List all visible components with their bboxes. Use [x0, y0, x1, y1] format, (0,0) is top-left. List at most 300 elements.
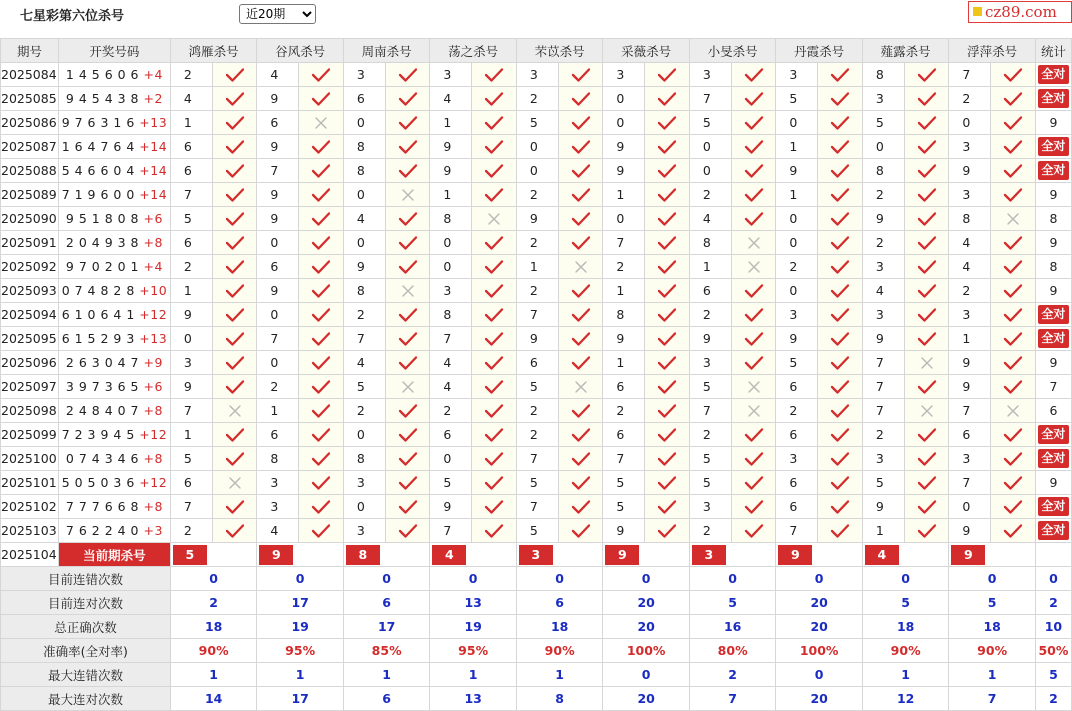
result-mark-cell [818, 351, 863, 375]
current-kill-cell [776, 543, 863, 567]
kill-number-cell: 3 [170, 351, 212, 375]
draw-digits: 7 2 3 9 4 5 [61, 427, 135, 442]
check-icon [830, 355, 850, 371]
kill-number-cell: 1 [257, 399, 299, 423]
kill-number-cell: 2 [516, 231, 558, 255]
kill-number-cell: 3 [343, 63, 385, 87]
kill-number-cell: 7 [603, 447, 645, 471]
issue-cell: 2025091 [1, 231, 59, 255]
draw-extra: +12 [139, 427, 168, 442]
cross-icon [746, 379, 762, 395]
header-expert: 采薇杀号 [603, 39, 690, 63]
result-mark-cell [645, 327, 690, 351]
result-mark-cell [472, 255, 517, 279]
summary-value: 12 [862, 687, 949, 711]
check-icon [484, 91, 504, 107]
check-icon [917, 451, 937, 467]
all-correct-badge: 全对 [1038, 161, 1069, 180]
kill-number-cell: 5 [689, 111, 731, 135]
kill-number-cell: 4 [257, 63, 299, 87]
summary-value: 2 [1035, 687, 1071, 711]
result-mark-cell [212, 495, 257, 519]
check-icon [571, 235, 591, 251]
check-icon [657, 235, 677, 251]
header-expert: 荡之杀号 [430, 39, 517, 63]
current-kill-number: 3 [692, 545, 726, 565]
table-row [1, 471, 1072, 495]
kill-number-cell: 9 [516, 327, 558, 351]
check-icon [830, 115, 850, 131]
top-bar [0, 0, 1072, 30]
result-mark-cell [645, 111, 690, 135]
current-kill-number: 9 [605, 545, 639, 565]
check-icon [311, 355, 331, 371]
draw-cell [58, 159, 170, 183]
check-icon [311, 475, 331, 491]
check-icon [657, 427, 677, 443]
kill-number-cell: 0 [343, 423, 385, 447]
check-icon [657, 283, 677, 299]
result-mark-cell [299, 303, 344, 327]
issue-cell: 2025093 [1, 279, 59, 303]
check-icon [917, 475, 937, 491]
kill-number-cell: 2 [170, 63, 212, 87]
current-kill-label: 当前期杀号 [58, 543, 170, 567]
check-icon [571, 331, 591, 347]
kill-number-cell: 2 [689, 423, 731, 447]
current-kill-row [1, 543, 1072, 567]
current-kill-cell [603, 543, 690, 567]
draw-cell [58, 471, 170, 495]
result-mark-cell [731, 399, 776, 423]
kill-number-cell: 3 [776, 63, 818, 87]
result-mark-cell [472, 447, 517, 471]
result-mark-cell [991, 111, 1036, 135]
kill-number-cell: 2 [516, 423, 558, 447]
kill-number-cell: 3 [430, 63, 472, 87]
check-icon [744, 115, 764, 131]
issue-cell: 2025092 [1, 255, 59, 279]
result-mark-cell [472, 159, 517, 183]
result-mark-cell [472, 351, 517, 375]
summary-row [1, 567, 1072, 591]
draw-cell [58, 375, 170, 399]
kill-number-cell: 5 [343, 375, 385, 399]
kill-number-cell: 5 [516, 111, 558, 135]
kill-number-cell: 2 [603, 399, 645, 423]
check-icon [571, 523, 591, 539]
draw-cell [58, 63, 170, 87]
check-icon [1003, 259, 1023, 275]
header-expert: 鸿雁杀号 [170, 39, 257, 63]
kill-number-cell: 4 [430, 87, 472, 111]
kill-number-cell: 2 [343, 303, 385, 327]
kill-number-cell: 3 [949, 135, 991, 159]
check-icon [484, 331, 504, 347]
kill-number-cell: 7 [516, 447, 558, 471]
result-mark-cell [904, 351, 949, 375]
check-icon [744, 211, 764, 227]
result-mark-cell [558, 207, 603, 231]
summary-label: 最大连对次数 [1, 687, 171, 711]
summary-value: 20 [603, 591, 690, 615]
issue-cell: 2025102 [1, 495, 59, 519]
site-logo[interactable] [968, 1, 1072, 23]
kill-number-cell: 0 [776, 279, 818, 303]
result-mark-cell [731, 111, 776, 135]
check-icon [657, 139, 677, 155]
result-mark-cell [904, 327, 949, 351]
summary-value: 0 [343, 567, 430, 591]
kill-number-cell: 0 [949, 495, 991, 519]
check-icon [225, 451, 245, 467]
period-select[interactable] [239, 4, 316, 24]
current-kill-cell [170, 543, 257, 567]
kill-number-cell: 8 [343, 159, 385, 183]
issue-cell: 2025094 [1, 303, 59, 327]
check-icon [311, 139, 331, 155]
kill-number-cell: 1 [603, 279, 645, 303]
header-issue: 期号 [1, 39, 59, 63]
table-row [1, 351, 1072, 375]
check-icon [657, 91, 677, 107]
result-mark-cell [731, 279, 776, 303]
summary-value: 17 [343, 615, 430, 639]
draw-cell [58, 327, 170, 351]
result-mark-cell [645, 351, 690, 375]
check-icon [225, 379, 245, 395]
result-mark-cell [299, 423, 344, 447]
result-mark-cell [818, 519, 863, 543]
kill-number-cell: 0 [516, 135, 558, 159]
kill-number-cell: 9 [949, 519, 991, 543]
summary-label: 准确率(全对率) [1, 639, 171, 663]
current-kill-number: 9 [778, 545, 812, 565]
check-icon [311, 523, 331, 539]
result-mark-cell [731, 255, 776, 279]
result-mark-cell [299, 375, 344, 399]
kill-number-cell: 9 [516, 207, 558, 231]
cross-icon [400, 379, 416, 395]
result-mark-cell [385, 399, 430, 423]
cross-icon [486, 211, 502, 227]
current-kill-number: 3 [519, 545, 553, 565]
summary-value: 5 [949, 591, 1036, 615]
result-mark-cell [818, 303, 863, 327]
kill-number-cell: 2 [430, 399, 472, 423]
all-correct-badge: 全对 [1038, 89, 1069, 108]
issue-cell: 2025098 [1, 399, 59, 423]
kill-number-cell: 5 [603, 495, 645, 519]
kill-number-cell: 9 [170, 375, 212, 399]
check-icon [398, 475, 418, 491]
result-mark-cell [385, 495, 430, 519]
result-mark-cell [299, 447, 344, 471]
check-icon [571, 163, 591, 179]
kill-number-cell: 9 [862, 207, 904, 231]
check-icon [398, 259, 418, 275]
result-mark-cell [904, 279, 949, 303]
check-icon [225, 187, 245, 203]
kill-number-cell: 0 [343, 111, 385, 135]
check-icon [398, 67, 418, 83]
check-icon [917, 259, 937, 275]
check-icon [917, 91, 937, 107]
draw-cell [58, 207, 170, 231]
kill-number-cell: 2 [170, 255, 212, 279]
kill-number-cell: 9 [776, 327, 818, 351]
result-mark-cell [385, 423, 430, 447]
issue-cell: 2025103 [1, 519, 59, 543]
draw-digits: 9 7 6 3 1 6 [61, 115, 135, 130]
result-mark-cell [645, 87, 690, 111]
result-mark-cell [385, 519, 430, 543]
cross-icon [227, 403, 243, 419]
summary-value: 0 [776, 567, 863, 591]
check-icon [657, 451, 677, 467]
check-icon [225, 115, 245, 131]
draw-digits: 0 7 4 8 2 8 [61, 283, 135, 298]
draw-extra: +4 [143, 259, 163, 274]
check-icon [657, 163, 677, 179]
check-icon [830, 283, 850, 299]
result-mark-cell [558, 231, 603, 255]
summary-value: 2 [689, 663, 776, 687]
summary-label: 目前连对次数 [1, 591, 171, 615]
kill-number-cell: 0 [862, 135, 904, 159]
kill-number-cell: 2 [689, 519, 731, 543]
draw-cell [58, 495, 170, 519]
check-icon [657, 211, 677, 227]
kill-number-cell: 3 [603, 63, 645, 87]
result-mark-cell [472, 207, 517, 231]
result-mark-cell [558, 327, 603, 351]
result-mark-cell [299, 111, 344, 135]
kill-number-cell: 0 [776, 207, 818, 231]
draw-cell [58, 279, 170, 303]
kill-number-cell: 8 [862, 63, 904, 87]
result-mark-cell [818, 159, 863, 183]
all-correct-badge: 全对 [1038, 497, 1069, 516]
summary-value: 20 [776, 591, 863, 615]
result-mark-cell [472, 183, 517, 207]
check-icon [744, 499, 764, 515]
result-mark-cell [385, 471, 430, 495]
check-icon [225, 91, 245, 107]
draw-digits: 5 4 6 6 0 4 [61, 163, 135, 178]
check-icon [311, 283, 331, 299]
check-icon [571, 67, 591, 83]
kill-number-cell: 5 [862, 111, 904, 135]
kill-number-cell: 6 [343, 87, 385, 111]
check-icon [830, 259, 850, 275]
result-mark-cell [645, 519, 690, 543]
kill-number-cell: 2 [862, 183, 904, 207]
result-mark-cell [645, 183, 690, 207]
kill-number-cell: 5 [170, 447, 212, 471]
summary-value: 17 [257, 591, 344, 615]
kill-number-cell: 1 [949, 327, 991, 351]
kill-number-cell: 4 [430, 375, 472, 399]
header-expert: 丹霞杀号 [776, 39, 863, 63]
result-mark-cell [385, 375, 430, 399]
summary-value: 18 [170, 615, 257, 639]
result-mark-cell [991, 471, 1036, 495]
check-icon [571, 115, 591, 131]
check-icon [311, 379, 331, 395]
summary-value: 0 [776, 663, 863, 687]
result-mark-cell [818, 279, 863, 303]
kill-number-cell: 7 [949, 471, 991, 495]
result-mark-cell [299, 231, 344, 255]
check-icon [1003, 379, 1023, 395]
result-mark-cell [558, 87, 603, 111]
kill-number-cell: 2 [516, 183, 558, 207]
result-mark-cell [904, 519, 949, 543]
kill-number-cell: 4 [949, 231, 991, 255]
check-icon [917, 235, 937, 251]
kill-number-cell: 6 [689, 279, 731, 303]
check-icon [744, 523, 764, 539]
result-mark-cell [299, 63, 344, 87]
kill-number-cell: 6 [257, 255, 299, 279]
summary-value: 6 [516, 591, 603, 615]
check-icon [830, 403, 850, 419]
result-mark-cell [904, 135, 949, 159]
summary-value: 1 [257, 663, 344, 687]
kill-number-cell: 3 [257, 495, 299, 519]
result-mark-cell [645, 255, 690, 279]
kill-number-cell: 9 [257, 135, 299, 159]
result-mark-cell [904, 159, 949, 183]
check-icon [484, 427, 504, 443]
check-icon [1003, 523, 1023, 539]
table-row [1, 63, 1072, 87]
kill-number-cell: 0 [430, 255, 472, 279]
current-issue-cell: 2025104 [1, 543, 59, 567]
kill-number-cell: 9 [603, 327, 645, 351]
result-mark-cell [818, 255, 863, 279]
summary-value: 90% [170, 639, 257, 663]
current-kill-number: 4 [865, 545, 899, 565]
kill-number-cell: 0 [343, 183, 385, 207]
check-icon [225, 307, 245, 323]
kill-number-cell: 3 [776, 303, 818, 327]
kill-number-cell: 9 [862, 327, 904, 351]
all-correct-badge: 全对 [1038, 305, 1069, 324]
result-mark-cell [818, 471, 863, 495]
summary-value: 0 [430, 567, 517, 591]
kill-number-cell: 9 [257, 183, 299, 207]
kill-number-cell: 8 [603, 303, 645, 327]
draw-digits: 1 6 4 7 6 4 [61, 139, 135, 154]
check-icon [1003, 187, 1023, 203]
result-mark-cell [558, 63, 603, 87]
check-icon [657, 259, 677, 275]
stat-cell [1035, 495, 1071, 519]
result-mark-cell [299, 399, 344, 423]
kill-number-cell: 5 [430, 471, 472, 495]
check-icon [571, 283, 591, 299]
result-mark-cell [212, 423, 257, 447]
kill-number-cell: 7 [516, 303, 558, 327]
result-mark-cell [645, 303, 690, 327]
check-icon [1003, 163, 1023, 179]
check-icon [917, 499, 937, 515]
result-mark-cell [818, 207, 863, 231]
result-mark-cell [472, 423, 517, 447]
summary-value: 18 [862, 615, 949, 639]
kill-number-cell: 9 [343, 255, 385, 279]
kill-number-cell: 4 [343, 207, 385, 231]
kill-number-cell: 3 [862, 303, 904, 327]
summary-value: 1 [343, 663, 430, 687]
kill-number-cell: 7 [776, 519, 818, 543]
check-icon [484, 115, 504, 131]
result-mark-cell [212, 231, 257, 255]
table-row [1, 231, 1072, 255]
check-icon [1003, 139, 1023, 155]
summary-value: 20 [776, 615, 863, 639]
kill-number-cell: 1 [776, 135, 818, 159]
result-mark-cell [991, 159, 1036, 183]
result-mark-cell [212, 255, 257, 279]
result-mark-cell [558, 447, 603, 471]
check-icon [311, 235, 331, 251]
check-icon [311, 403, 331, 419]
check-icon [484, 67, 504, 83]
result-mark-cell [645, 135, 690, 159]
result-mark-cell [212, 63, 257, 87]
summary-value: 1 [862, 663, 949, 687]
result-mark-cell [731, 495, 776, 519]
kill-number-cell: 7 [516, 495, 558, 519]
check-icon [830, 379, 850, 395]
result-mark-cell [731, 471, 776, 495]
kill-number-cell: 7 [343, 327, 385, 351]
draw-digits: 2 0 4 9 3 8 [65, 235, 140, 250]
check-icon [225, 163, 245, 179]
check-icon [917, 163, 937, 179]
current-kill-number: 9 [259, 545, 293, 565]
check-icon [398, 331, 418, 347]
summary-value: 17 [257, 687, 344, 711]
table-row [1, 519, 1072, 543]
result-mark-cell [904, 231, 949, 255]
issue-cell: 2025095 [1, 327, 59, 351]
draw-digits: 9 7 0 2 0 1 [65, 259, 140, 274]
check-icon [484, 307, 504, 323]
table-row [1, 87, 1072, 111]
draw-digits: 1 4 5 6 0 6 [65, 67, 140, 82]
result-mark-cell [818, 183, 863, 207]
result-mark-cell [385, 111, 430, 135]
table-row [1, 447, 1072, 471]
kill-number-cell: 4 [430, 351, 472, 375]
result-mark-cell [991, 135, 1036, 159]
current-kill-cell [862, 543, 949, 567]
summary-value: 0 [170, 567, 257, 591]
kill-number-cell: 1 [170, 423, 212, 447]
result-mark-cell [472, 303, 517, 327]
current-kill-number: 8 [346, 545, 380, 565]
result-mark-cell [731, 231, 776, 255]
summary-value: 6 [343, 687, 430, 711]
kill-number-cell: 4 [949, 255, 991, 279]
result-mark-cell [299, 159, 344, 183]
issue-cell: 2025099 [1, 423, 59, 447]
check-icon [484, 139, 504, 155]
